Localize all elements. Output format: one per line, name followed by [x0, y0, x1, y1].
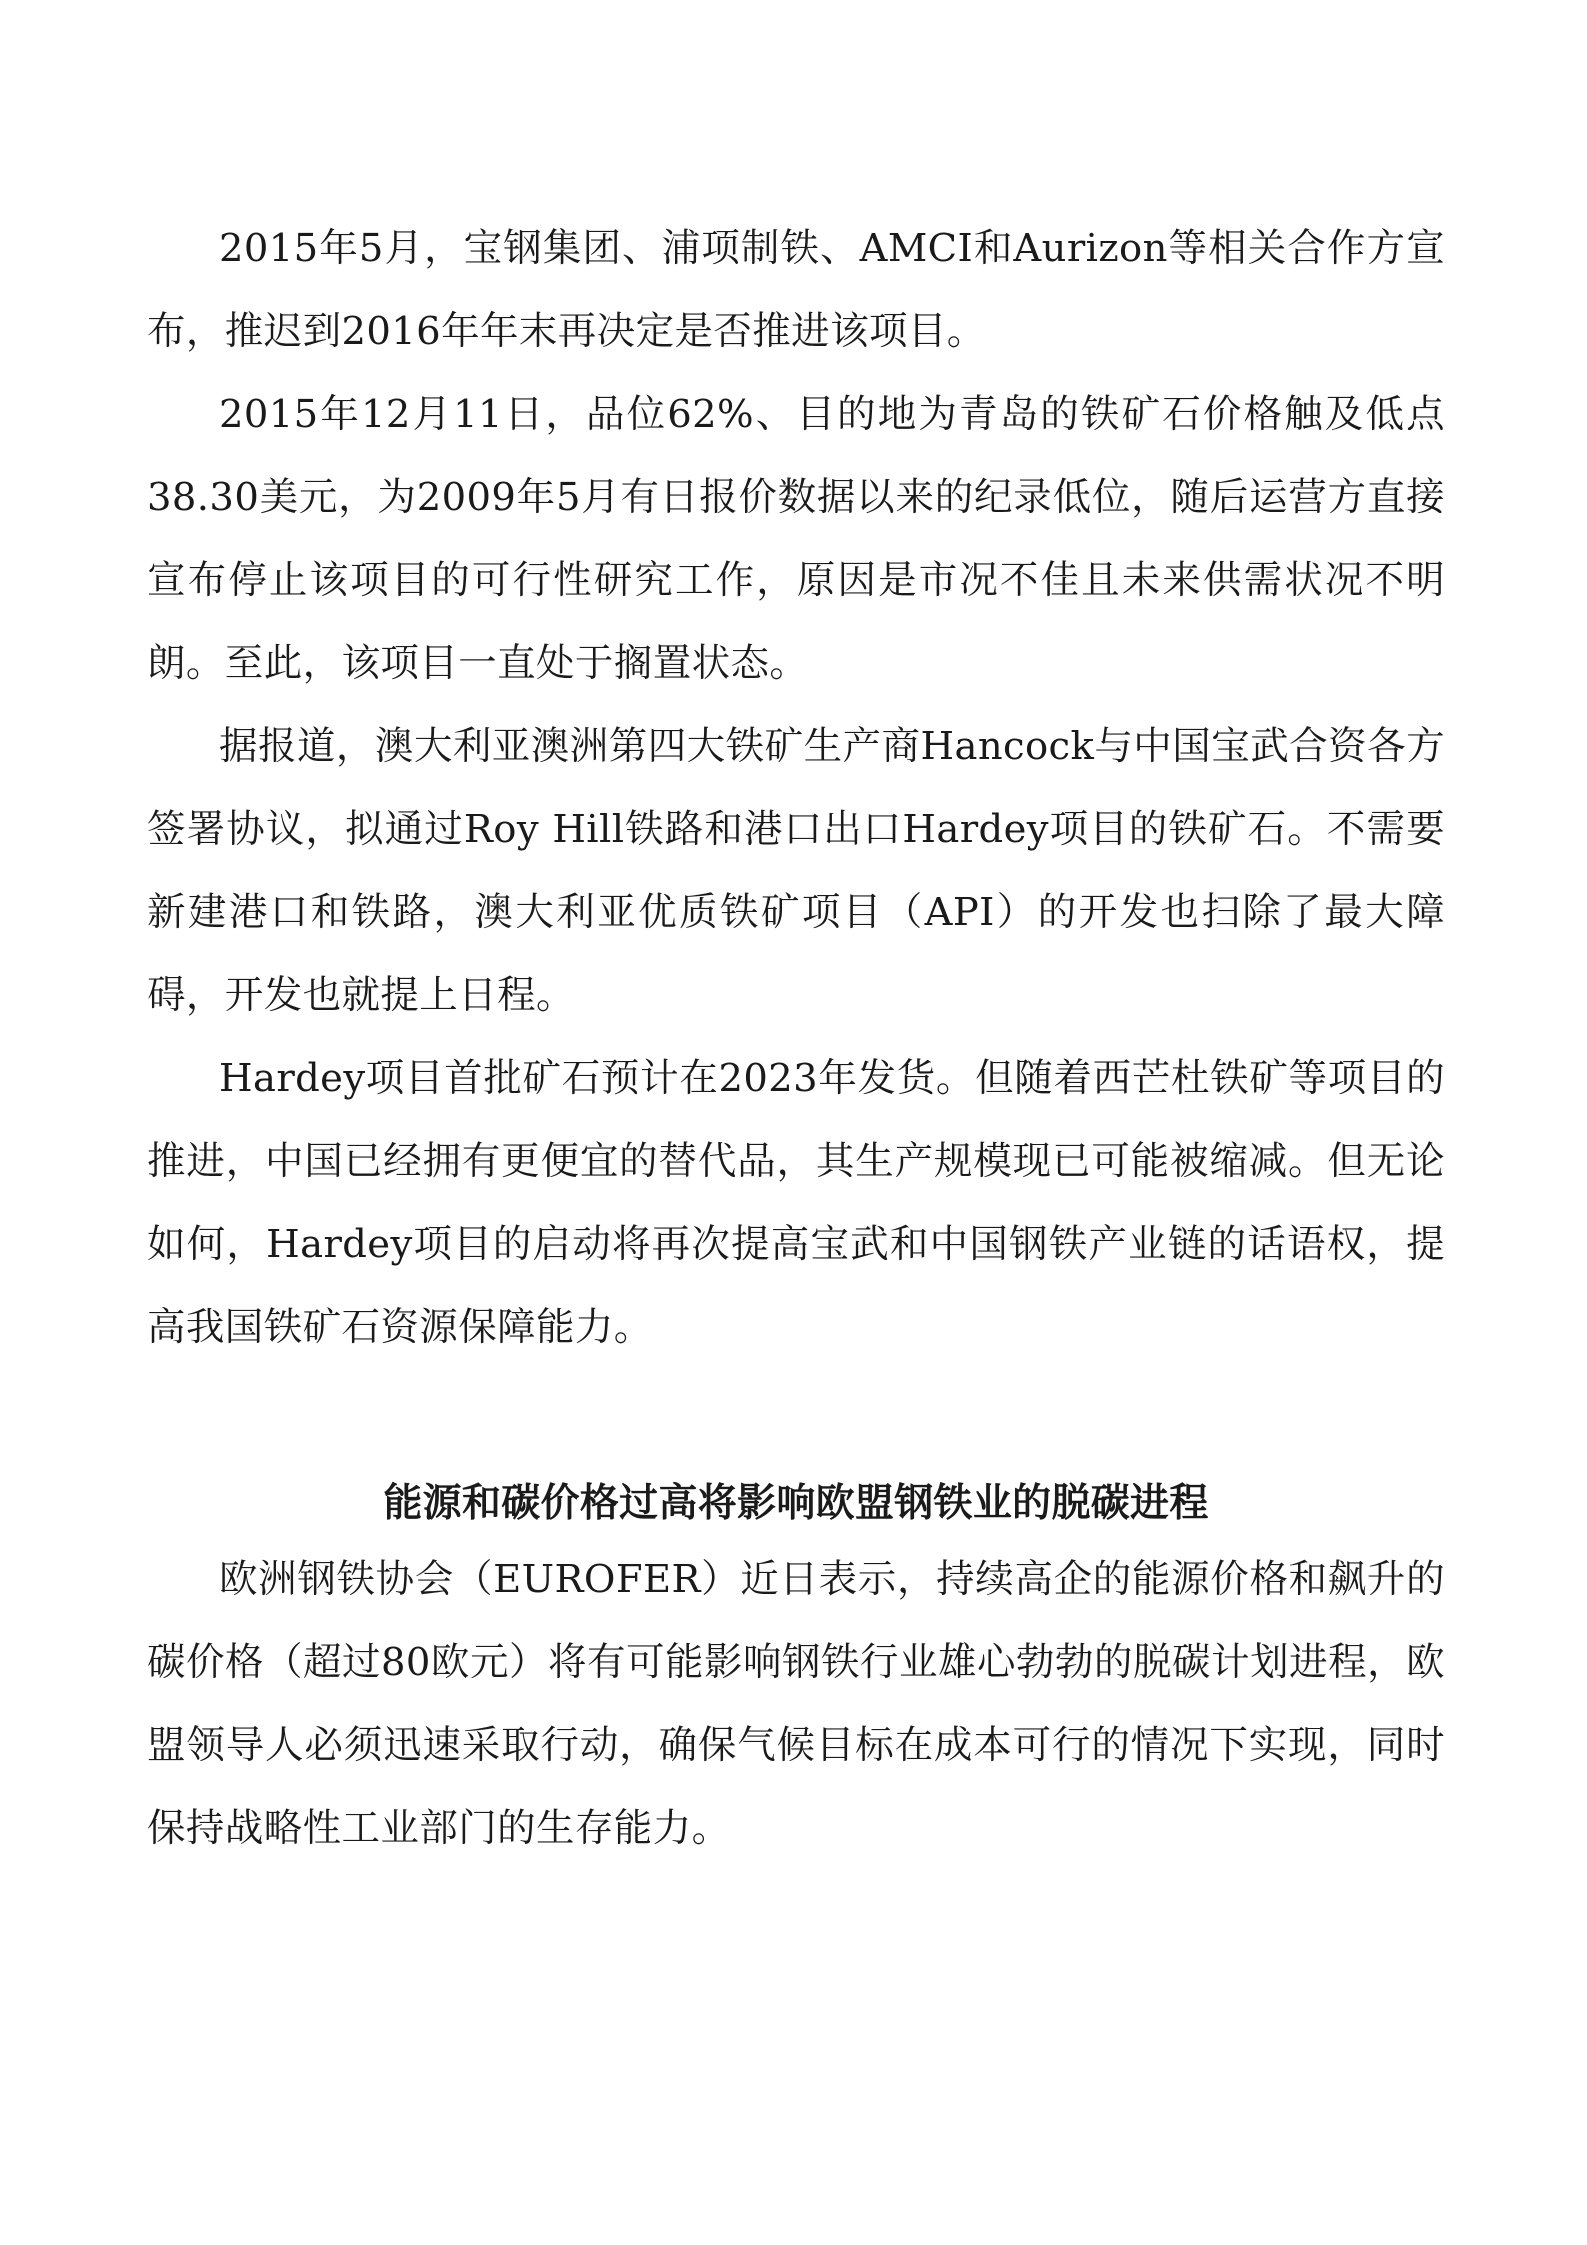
paragraph-hancock-agreement: 据报道，澳大利亚澳洲第四大铁矿生产商Hancock与中国宝武合资各方签署协议，拟通过Roy Hill铁路和港口出口Hardey项目的铁矿石。不需要新建港口和铁路，澳大利亚优质铁矿项目（API）的开发也扫除了最大障碍，开发也就提上日程。 [147, 724, 1445, 1018]
paragraph-iron-ore-price-low: 2015年12月11日，品位62%、目的地为青岛的铁矿石价格触及低点38.30美元，为2009年5月有日报价数据以来的纪录低位，随后运营方直接宣布停止该项目的可行性研究工作，原因是市况不佳且未来供需状况不明朗。至此，该项目一直处于搁置状态。 [147, 392, 1445, 686]
news-heading: 能源和碳价格过高将影响欧盟钢铁业的脱碳进程 [383, 1481, 1209, 1526]
article-section [147, 207, 1445, 1369]
paragraph-eurofer-statement: 欧洲钢铁协会（EUROFER）近日表示，持续高企的能源价格和飙升的碳价格（超过80欧元）将有可能影响钢铁行业雄心勃勃的脱碳计划进程，欧盟领导人必须迅速采取行动，确保气候目标在成本可行的情况下实现，同时保持战略性工业部门的生存能力。 [147, 1557, 1445, 1851]
paragraph-hardey-project: Hardey项目首批矿石预计在2023年发货。但随着西芒杜铁矿等项目的推进，中国已经拥有更便宜的替代品，其生产规模现已可能被缩减。但无论如何，Hardey项目的启动将再次提高宝武和中国钢铁产业链的话语权，提高我国铁矿石资源保障能力。 [147, 1056, 1445, 1350]
news-section [147, 1470, 1445, 1870]
document-body [147, 207, 1445, 1870]
paragraph-baosteel-announcement: 2015年5月，宝钢集团、浦项制铁、AMCI和Aurizon等相关合作方宣布，推迟到2016年年末再决定是否推进该项目。 [147, 226, 1445, 354]
